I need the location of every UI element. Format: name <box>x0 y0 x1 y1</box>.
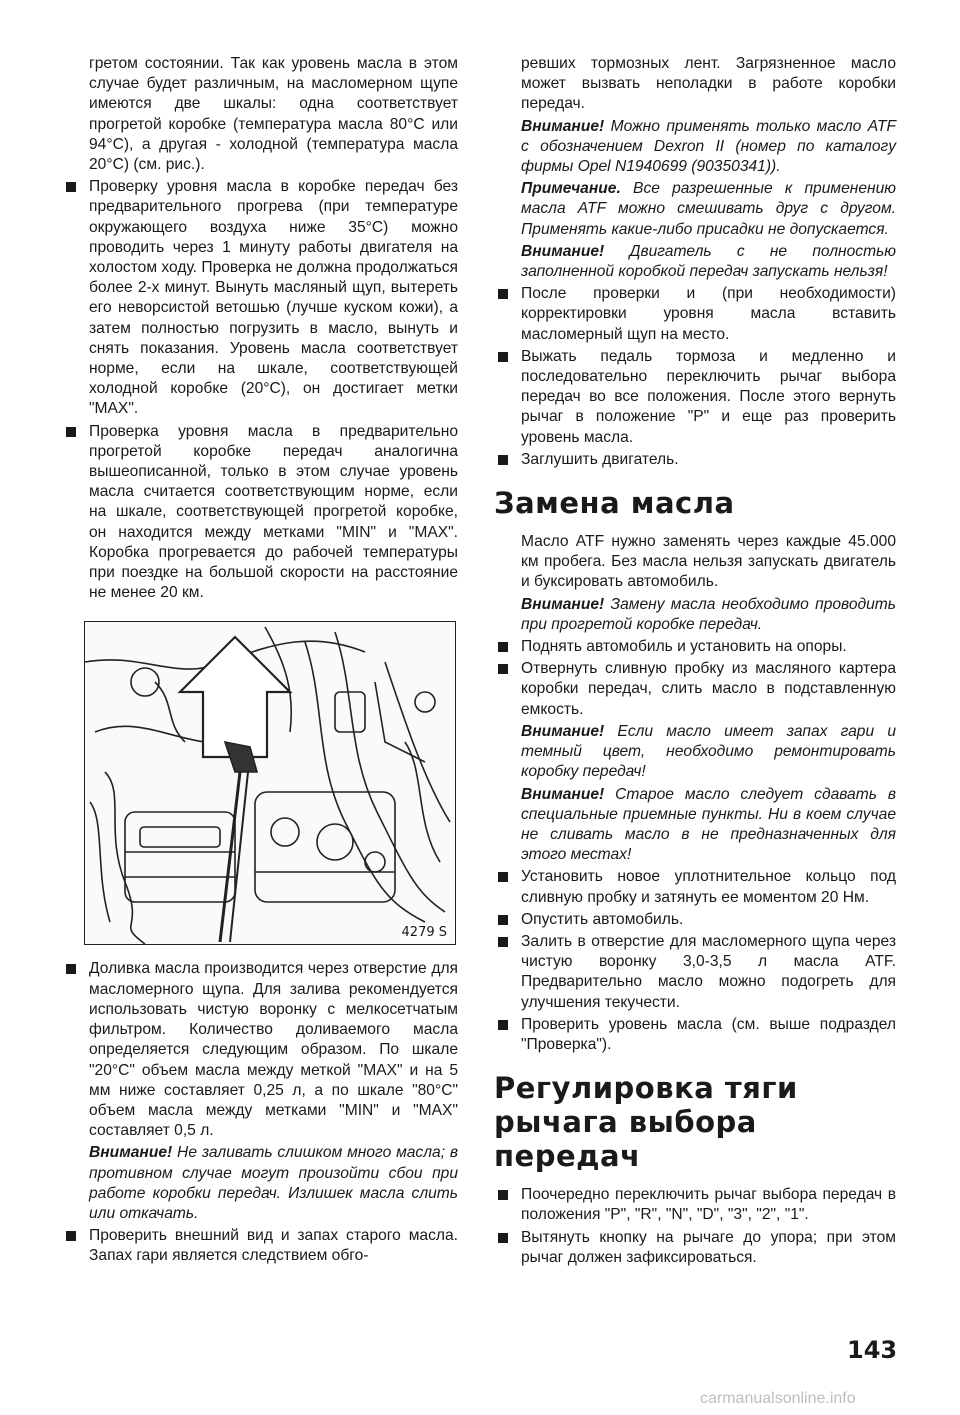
bullet-marker <box>66 182 76 192</box>
list-item <box>494 867 896 907</box>
list-item <box>494 1185 896 1225</box>
warning-text: Можно применять только масло ATF с обозначением Dexron II (номер по каталогу фирмы Opel N1940699 (90350341)). <box>521 117 896 176</box>
list-item <box>494 450 896 470</box>
list-item-text: Установить новое уплотнительное кольцо под сливную пробку и затянуть ее моментом 20 Нм. <box>521 868 896 906</box>
warning-text: Старое масло следует сдавать в специальные приемные пункты. Ни в коем случае не сливать масло в не предназначенных для этого местах! <box>521 785 896 864</box>
section-heading-oil-change: Замена масла <box>494 486 735 521</box>
engine-illustration <box>85 622 455 944</box>
warning-lead: Внимание! <box>89 1144 173 1162</box>
list-item <box>494 659 896 720</box>
figure-label: 4279 S <box>401 925 447 941</box>
warning-text: Двигатель с не полностью заполненной коробкой передач запускать нельзя! <box>521 242 896 281</box>
section-heading-selector-linkage: Регулировка тяги рычага выбора передач <box>494 1071 798 1174</box>
warning-text: Замену масла необходимо проводить при прогретой коробке передач. <box>521 595 896 633</box>
bullet-marker <box>498 872 508 882</box>
list-item-text: После проверки и (при необходимости) корректировки уровня масла вставить масломерный щуп на место. <box>521 285 896 343</box>
bullet-marker <box>66 1231 76 1241</box>
list-item-text: Доливка масла производится через отверстие для масломерного щупа. Для залива рекомендуется использовать чистую воронку с мелкосетчатым фильтром. Количество доливаемого масла определяется следующим образом. По шкале "20°С" объем масла между меткой "МАХ" и на 5 мм ниже составляет 0,25 л, а по шкале "80°С" объем масла между метками "MIN" и "МАХ" составляет 0,5 л. <box>89 960 458 1140</box>
engine-dipstick-figure <box>84 621 456 945</box>
list-item <box>494 637 896 657</box>
bullet-marker <box>498 915 508 925</box>
remark-lead: Примечание. <box>521 180 621 198</box>
right-column <box>494 54 896 1268</box>
warning-note <box>494 117 896 178</box>
list-item-text: Залить в отверстие для масломерного щупа через чистую воронку 3,0-3,5 л масла ATF. Предварительно масло можно подогреть для улучшения текучести. <box>521 932 896 1011</box>
list-item <box>494 347 896 448</box>
warning-lead: Внимание! <box>521 595 605 613</box>
list-item <box>62 177 458 419</box>
list-item-text: Вытянуть кнопку на рычаге до упора; при этом рычаг должен зафиксироваться. <box>521 1228 896 1266</box>
bullet-marker <box>498 1020 508 1030</box>
list-item-text: Проверку уровня масла в коробке передач без предварительного прогрева (при температуре окружающего воздуха ниже 35°С) можно проводить через 1 минуту работы двигателя на холостом ходу. Проверка не должна продолжаться более 2-х минут. Вынуть масляный щуп, вытереть его неворсистой ветошью (лучше куском кожи), а затем полностью погрузить в масло, вынуть и снять показания. Уровень масла соответствует норме, если на шкале, соответствующей холодной коробке (20°С), он достигает метки "МАХ". <box>89 178 458 418</box>
list-item-text: Проверка уровня масла в предварительно прогретой коробке передач аналогична вышеописанной, только в этом случае уровень масла считается соответствующим норме, если на шкале, соответствующей прогретой коробке, он находится между метками "MIN" и "МАХ". Коробка прогревается до рабочей температуры при поездке на большой скорости на расстояние не менее 20 км. <box>89 422 458 602</box>
list-item <box>62 1226 458 1266</box>
list-item <box>62 959 458 1141</box>
bullet-marker <box>498 937 508 947</box>
remark-text: Все разрешенные к применению масла ATF можно смешивать друг с другом. Применять какие-либо присадки не допускается. <box>521 180 896 238</box>
remark-note <box>494 179 896 240</box>
list-item <box>494 932 896 1013</box>
list-item <box>494 284 896 345</box>
bullet-marker <box>498 1233 508 1243</box>
list-item-text: Проверить внешний вид и запах старого масла. Запах гари является следствием обго- <box>89 1227 458 1265</box>
list-item-text: Проверить уровень масла (см. выше подраздел "Проверка"). <box>521 1015 896 1053</box>
list-item <box>494 1228 896 1268</box>
warning-lead: Внимание! <box>521 242 605 260</box>
list-item-text: Заглушить двигатель. <box>521 450 679 468</box>
list-item-text: Поднять автомобиль и установить на опоры. <box>521 638 847 656</box>
list-item <box>494 1015 896 1055</box>
warning-note <box>494 785 896 866</box>
warning-lead: Внимание! <box>521 722 605 740</box>
warning-note <box>494 242 896 282</box>
bullet-marker <box>498 1190 508 1200</box>
watermark: carmanualsonline.info <box>700 1390 856 1407</box>
bullet-marker <box>498 455 508 465</box>
bullet-marker <box>498 352 508 362</box>
list-item-text: Поочередно переключить рычаг выбора передач в положения "Р", "R", "N", "D", "3", "2", "1". <box>521 1186 896 1224</box>
paragraph-oil-change: Масло ATF нужно заменять через каждые 45.000 км пробега. Без масла нельзя запускать двигатель и буксировать автомобиль. <box>521 533 896 591</box>
paragraph-continuation: ревших тормозных лент. Загрязненное масло может вызвать неполадки в работе коробки передач. <box>521 55 896 113</box>
left-column <box>62 54 458 1267</box>
warning-lead: Внимание! <box>521 117 605 135</box>
warning-text: Не заливать слишком много масла; в противном случае могут произойти сбои при работе коробки передач. Излишек масла слить или откачать. <box>89 1144 458 1222</box>
bullet-marker <box>498 664 508 674</box>
list-item <box>494 910 896 930</box>
list-item-text: Отвернуть сливную пробку из масляного картера коробки передач, слить масло в подставленную емкость. <box>521 660 896 718</box>
bullet-marker <box>66 427 76 437</box>
warning-text: Если масло имеет запах гари и темный цвет, необходимо ремонтировать коробку передач! <box>521 722 896 781</box>
warning-lead: Внимание! <box>521 785 605 803</box>
warning-note <box>494 595 896 635</box>
warning-note <box>494 722 896 783</box>
list-item-text: Опустить автомобиль. <box>521 910 684 928</box>
list-item-text: Выжать педаль тормоза и медленно и последовательно переключить рычаг выбора передач во все положения. После этого вернуть рычаг в положение "Р" и еще раз проверить уровень масла. <box>521 347 896 446</box>
bullet-marker <box>498 642 508 652</box>
bullet-marker <box>498 289 508 299</box>
page-number: 143 <box>847 1336 898 1364</box>
warning-note <box>62 1143 458 1224</box>
bullet-marker <box>66 964 76 974</box>
list-item <box>62 422 458 604</box>
paragraph-intro: гретом состоянии. Так как уровень масла в этом случае будет различным, на масломерном щупе имеются две шкалы: одна соответствует прогретой коробке (температура масла 80°С или 94°С), а другая - холодной (температура масла 20°С) (см. рис.). <box>89 55 458 174</box>
